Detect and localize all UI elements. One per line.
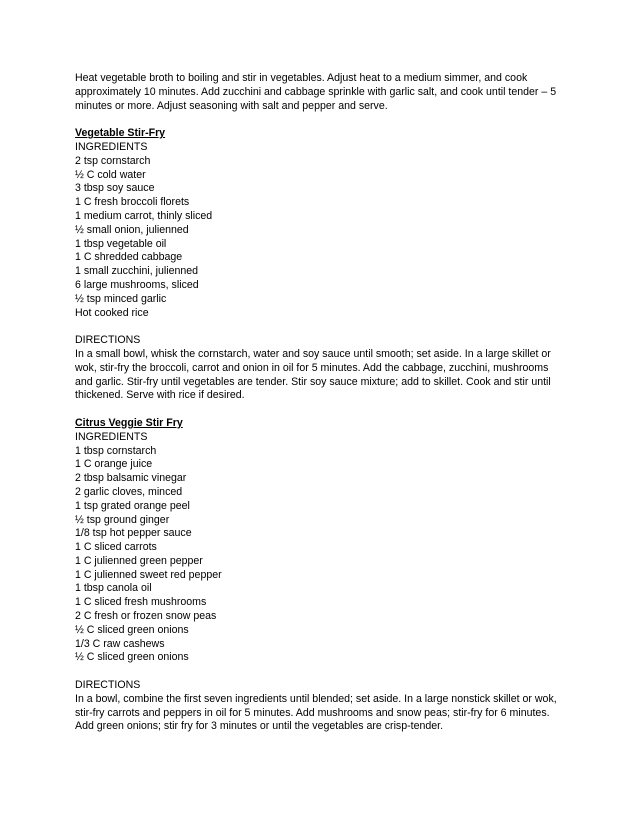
ingredient-item: 2 tbsp balsamic vinegar bbox=[75, 472, 187, 485]
ingredient-item: 6 large mushrooms, sliced bbox=[75, 278, 199, 291]
spacer bbox=[75, 403, 565, 417]
directions-text: In a bowl, combine the first seven ingredients until blended; set aside. In a large nonstick skillet or wok, stir-fry carrots and peppers in oil for 5 minutes. Add mushrooms and snow peas; stir-fry for 6 minutes. Add green onions; stir fry for 3 minutes or until the vegetables are crisp-tender. bbox=[75, 692, 557, 733]
ingredient-item: 1 tbsp vegetable oil bbox=[75, 237, 167, 250]
ingredient-item: 1 tbsp canola oil bbox=[75, 582, 152, 595]
ingredient-item: 1 C orange juice bbox=[75, 458, 153, 471]
ingredient-item: ½ C sliced green onions bbox=[75, 623, 189, 636]
ingredient-item: 1 C sliced carrots bbox=[75, 541, 157, 554]
ingredient-item: 1 tbsp cornstarch bbox=[75, 444, 157, 457]
ingredient-item: ½ tsp ground ginger bbox=[75, 513, 170, 526]
spacer bbox=[75, 320, 565, 334]
ingredient-item: 1 tsp grated orange peel bbox=[75, 499, 190, 512]
spacer bbox=[75, 113, 565, 127]
ingredients-list bbox=[75, 445, 565, 666]
ingredient-item: 1 C fresh broccoli florets bbox=[75, 196, 190, 209]
intro-paragraph: Heat vegetable broth to boiling and stir in vegetables. Adjust heat to a medium simmer, and cook approximately 10 minutes. Add zucchini and cabbage sprinkle with garlic salt, and cook until tender – 5 minutes or more. Adjust seasoning with salt and pepper and serve. bbox=[75, 72, 557, 112]
directions-heading: DIRECTIONS bbox=[75, 334, 141, 347]
ingredient-item: 2 garlic cloves, minced bbox=[75, 485, 183, 498]
document-page bbox=[75, 72, 565, 734]
ingredients-heading: INGREDIENTS bbox=[75, 140, 148, 153]
ingredient-item: ½ tsp minced garlic bbox=[75, 292, 167, 305]
ingredient-item: 1 C julienned sweet red pepper bbox=[75, 568, 222, 581]
recipe-vegetable-stir-fry bbox=[75, 127, 565, 403]
recipe-citrus-veggie-stir-fry bbox=[75, 417, 565, 734]
ingredient-item: 2 tsp cornstarch bbox=[75, 154, 151, 167]
directions-heading: DIRECTIONS bbox=[75, 679, 141, 692]
ingredient-item: ½ C cold water bbox=[75, 168, 146, 181]
ingredient-item: 3 tbsp soy sauce bbox=[75, 182, 155, 195]
ingredient-item: 1/8 tsp hot pepper sauce bbox=[75, 527, 192, 540]
spacer bbox=[75, 665, 565, 679]
ingredient-item: Hot cooked rice bbox=[75, 306, 149, 319]
ingredient-item: 1 medium carrot, thinly sliced bbox=[75, 209, 213, 222]
ingredient-item: 1 C shredded cabbage bbox=[75, 251, 183, 264]
ingredient-item: ½ small onion, julienned bbox=[75, 223, 189, 236]
ingredients-list bbox=[75, 155, 565, 321]
ingredient-item: ½ C sliced green onions bbox=[75, 651, 189, 664]
recipe-title: Citrus Veggie Stir Fry bbox=[75, 416, 183, 429]
ingredient-item: 2 C fresh or frozen snow peas bbox=[75, 610, 217, 623]
ingredient-item: 1 C julienned green pepper bbox=[75, 554, 203, 567]
recipe-title: Vegetable Stir-Fry bbox=[75, 127, 166, 140]
ingredient-item: 1 C sliced fresh mushrooms bbox=[75, 596, 207, 609]
ingredients-heading: INGREDIENTS bbox=[75, 430, 148, 443]
ingredient-item: 1/3 C raw cashews bbox=[75, 637, 165, 650]
ingredient-item: 1 small zucchini, julienned bbox=[75, 265, 199, 278]
directions-text: In a small bowl, whisk the cornstarch, water and soy sauce until smooth; set aside. In a large skillet or wok, stir-fry the broccoli, carrot and onion in oil for 5 minutes. Add the cabbage, zucchini, mushrooms and garlic. Stir-fry until vegetables are tender. Stir soy sauce mixture; add to skillet. Cook and stir until thickened. Serve with rice if desired. bbox=[75, 347, 551, 402]
